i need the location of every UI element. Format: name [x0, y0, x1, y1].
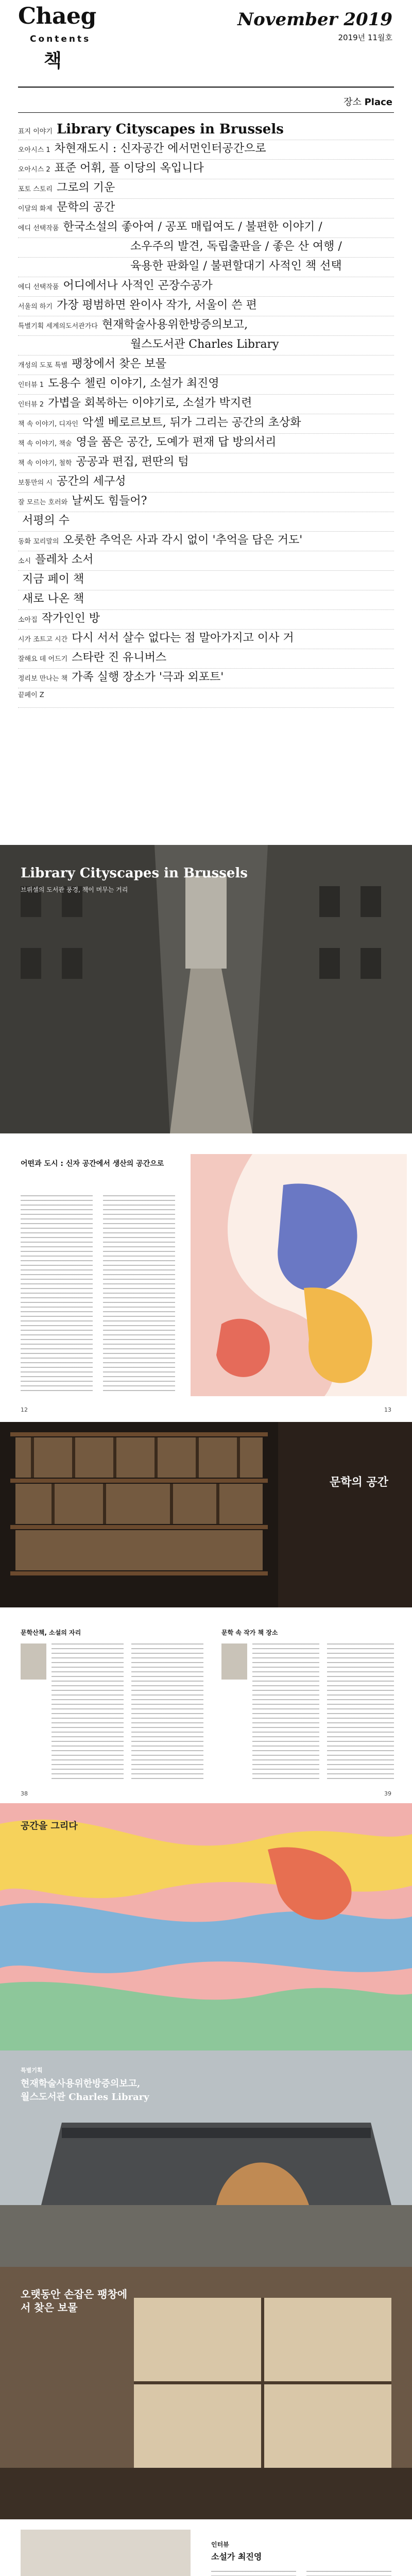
right-page-headline: 문학 속 작가 책 장소 [221, 1629, 278, 1636]
theme-value: Place [364, 97, 392, 108]
toc-entry[interactable] [18, 199, 394, 218]
toc-category: 소아집 [18, 616, 38, 624]
toc-title: 날씨도 힘들어? [72, 495, 147, 508]
text-column [21, 1195, 93, 1391]
toc-title: 차현재도시 : 신자공간 에서먼인터공간으로 [54, 142, 266, 156]
literature-space-headline: 문학의 공간 [330, 1476, 388, 1489]
toc-title: 월스도서관 Charles Library [130, 338, 279, 351]
spread-drawing-space [0, 1803, 412, 2050]
toc-title: 팽창에서 찾은 보물 [72, 358, 167, 371]
toc-title: 작가인인 방 [41, 612, 100, 625]
toc-entry[interactable] [18, 277, 394, 297]
toc-category: 개성의 도포 특별 [18, 362, 68, 370]
toc-entry[interactable] [18, 218, 394, 238]
colorful-pattern-illustration [0, 1803, 412, 2050]
toc-title: 가볍을 회복하는 이야기로, 소설가 박지련 [48, 397, 252, 410]
spread-cover-story [0, 845, 412, 1133]
toc-entry[interactable] [18, 336, 394, 355]
toc-entry[interactable] [18, 669, 394, 688]
toc-category: 소시 [18, 557, 31, 566]
interviewee-name: 소설가 최진영 [211, 2552, 262, 2562]
left-page-headline: 문학산책, 소설의 자리 [21, 1629, 81, 1636]
toc-category: 표지 이야기 [18, 128, 53, 135]
text-column [131, 1643, 203, 1783]
toc-category: 끝페이 Z [18, 691, 44, 700]
folio-left: 12 [21, 1406, 28, 1413]
toc-entry[interactable] [18, 473, 394, 493]
issue-date: November 2019 [237, 9, 392, 30]
issue-theme [344, 95, 392, 108]
toc-category: 정리보 만나는 책 [18, 675, 68, 683]
cover-story-headline: Library Cityscapes in Brussels [21, 866, 248, 881]
toc-entry[interactable] [18, 238, 394, 258]
toc-title: 지금 페이 책 [22, 573, 84, 586]
issue-korean: 2019년 11월호 [338, 33, 392, 42]
toc-category: 이달의 화제 [18, 205, 53, 213]
toc-title: 악셀 베로르보트, 뒤가 그리는 공간의 초상화 [82, 416, 301, 430]
toc-entry[interactable] [18, 512, 394, 532]
toc-title: 스타란 진 유니버스 [72, 651, 167, 665]
text-column [327, 1643, 394, 1783]
toc-entry[interactable] [18, 355, 394, 375]
toc-title: 가족 실행 장소가 '극과 외포트' [72, 671, 224, 684]
toc-entry[interactable] [18, 571, 394, 590]
toc-title: 소우주의 발견, 독립출판을 / 좋은 산 여행 / [130, 240, 342, 253]
folio-right: 39 [384, 1790, 391, 1797]
toc-category: 특별기획 세계의도서관가다 [18, 323, 98, 331]
theme-divider [18, 112, 394, 113]
toc-category: 잘 모르는 호러와 [18, 499, 68, 507]
toc-category: 오아시스 2 [18, 166, 50, 174]
toc-entry[interactable] [18, 140, 394, 160]
toc-category: 잘해요 데 어드기 [18, 655, 68, 664]
spread-interview [0, 2519, 412, 2576]
toc-title: 현재학술사용위한방증의보고, [101, 318, 248, 332]
contents-label: Contents [30, 34, 91, 44]
toc-title: 한국소설의 좋아여 / 공포 매립여도 / 불편한 이야기 / [63, 221, 322, 234]
toc-entry[interactable] [18, 258, 394, 277]
toc-title: 공공과 편집, 편딴의 텀 [76, 455, 189, 469]
toc-category: 책 속 이야기, 책술 [18, 440, 72, 448]
text-column [52, 1643, 124, 1783]
treasure-headline: 오랫동안 손잡은 팽창에서 찾은 보물 [21, 2288, 128, 2314]
spread-treasure [0, 2267, 412, 2519]
toc-category: 동화 꼬리말의 [18, 538, 59, 546]
toc-entry[interactable] [18, 434, 394, 453]
toc-entry[interactable] [18, 649, 394, 669]
toc-title: 서평의 수 [22, 514, 70, 528]
toc-entry[interactable] [18, 316, 394, 336]
cover-story-subhead: 브뤼셀의 도서관 풍경, 책이 머무는 거리 [21, 886, 128, 893]
toc-title: 새로 나온 책 [22, 592, 84, 606]
toc-title: 표준 어휘, 플 이당의 옥입니다 [54, 162, 204, 175]
header-divider [18, 87, 394, 88]
contents-page [0, 0, 412, 845]
toc-entry[interactable] [18, 630, 394, 649]
toc-title: 어디에서나 사적인 곤장수공가 [63, 279, 213, 293]
abstract-illustration [191, 1154, 407, 1396]
toc-category: 시가 조트고 시간 [18, 636, 68, 644]
toc-entry[interactable] [18, 688, 394, 708]
text-column [252, 1643, 319, 1783]
magazine-title: Chaeg [18, 3, 96, 29]
special-feature-kicker: 특별기획 [21, 2067, 43, 2074]
bookshelf-photo [0, 1422, 412, 1607]
author-portrait-photo [21, 2530, 191, 2576]
toc-entry[interactable] [18, 493, 394, 512]
toc-title: 영을 품은 공간, 도예가 편재 답 방의서리 [76, 436, 277, 449]
toc-entry[interactable] [18, 375, 394, 395]
book-cover-thumbnail [221, 1643, 247, 1680]
folio-right: 13 [384, 1406, 391, 1413]
book-cover-thumbnail [21, 1643, 46, 1680]
toc-title: 다시 서서 살수 없다는 점 말아가지고 이사 거 [72, 632, 294, 645]
toc-title: 그로의 기운 [56, 181, 115, 195]
toc-entry[interactable] [18, 414, 394, 434]
charles-library-headline-2: 월스도서관 Charles Library [21, 2092, 149, 2103]
toc-title: 공간의 세구성 [56, 475, 126, 488]
toc-entry[interactable] [18, 120, 394, 140]
toc-title: 가장 평범하면 완이사 작가, 서울이 쓴 편 [56, 299, 257, 312]
table-of-contents [18, 120, 394, 708]
article-headline: 어떤과 도시 : 신자 공간에서 생산의 공간으로 [21, 1160, 164, 1168]
toc-title: 플레차 소서 [35, 553, 94, 567]
spread-charles-library [0, 2050, 412, 2267]
toc-entry[interactable] [18, 297, 394, 316]
toc-entry[interactable] [18, 160, 394, 179]
toc-category: 서울의 하기 [18, 303, 53, 311]
toc-title: 도용수 첼린 이야기, 소설가 최진영 [48, 377, 219, 391]
folio-left: 38 [21, 1790, 28, 1797]
toc-entry[interactable] [18, 395, 394, 414]
toc-category: 인터뷰 1 [18, 381, 44, 389]
toc-category: 에디 선택작품 [18, 225, 59, 233]
spread-literature-space [0, 1422, 412, 1607]
toc-title: 오롯한 추억은 사과 각시 없이 '추억을 담은 거도' [63, 534, 303, 547]
toc-entry[interactable] [18, 590, 394, 610]
toc-entry[interactable] [18, 453, 394, 473]
text-column [306, 2571, 391, 2576]
spread-city-article [0, 1133, 412, 1422]
toc-entry[interactable] [18, 179, 394, 199]
toc-entry[interactable] [18, 610, 394, 630]
theme-label: 장소 [344, 97, 362, 108]
text-column [103, 1195, 175, 1391]
toc-category: 에디 선택작품 [18, 283, 59, 292]
toc-category: 책 속 이야기, 디자인 [18, 420, 78, 429]
charles-library-headline: 현재학술사용위한방증의보고, [21, 2078, 141, 2089]
toc-title: 문학의 공간 [56, 201, 115, 214]
toc-category: 보통만의 시 [18, 479, 53, 487]
toc-category: 오아시스 1 [18, 146, 50, 155]
toc-entry[interactable] [18, 551, 394, 571]
toc-entry[interactable] [18, 532, 394, 551]
toc-title: Library Cityscapes in Brussels [56, 122, 284, 137]
interview-label: 인터뷰 [211, 2541, 229, 2548]
toc-title: 육용한 판화일 / 불편할대기 사적인 책 선택 [130, 260, 342, 273]
magazine-korean-title: 책 [44, 50, 62, 72]
spread-literary-walk [0, 1607, 412, 1803]
toc-category: 인터뷰 2 [18, 401, 44, 409]
text-column [211, 2571, 296, 2576]
toc-category: 포토 스토리 [18, 185, 53, 194]
drawing-space-headline: 공간을 그리다 [21, 1821, 78, 1832]
toc-category: 책 속 이야기, 철학 [18, 460, 72, 468]
